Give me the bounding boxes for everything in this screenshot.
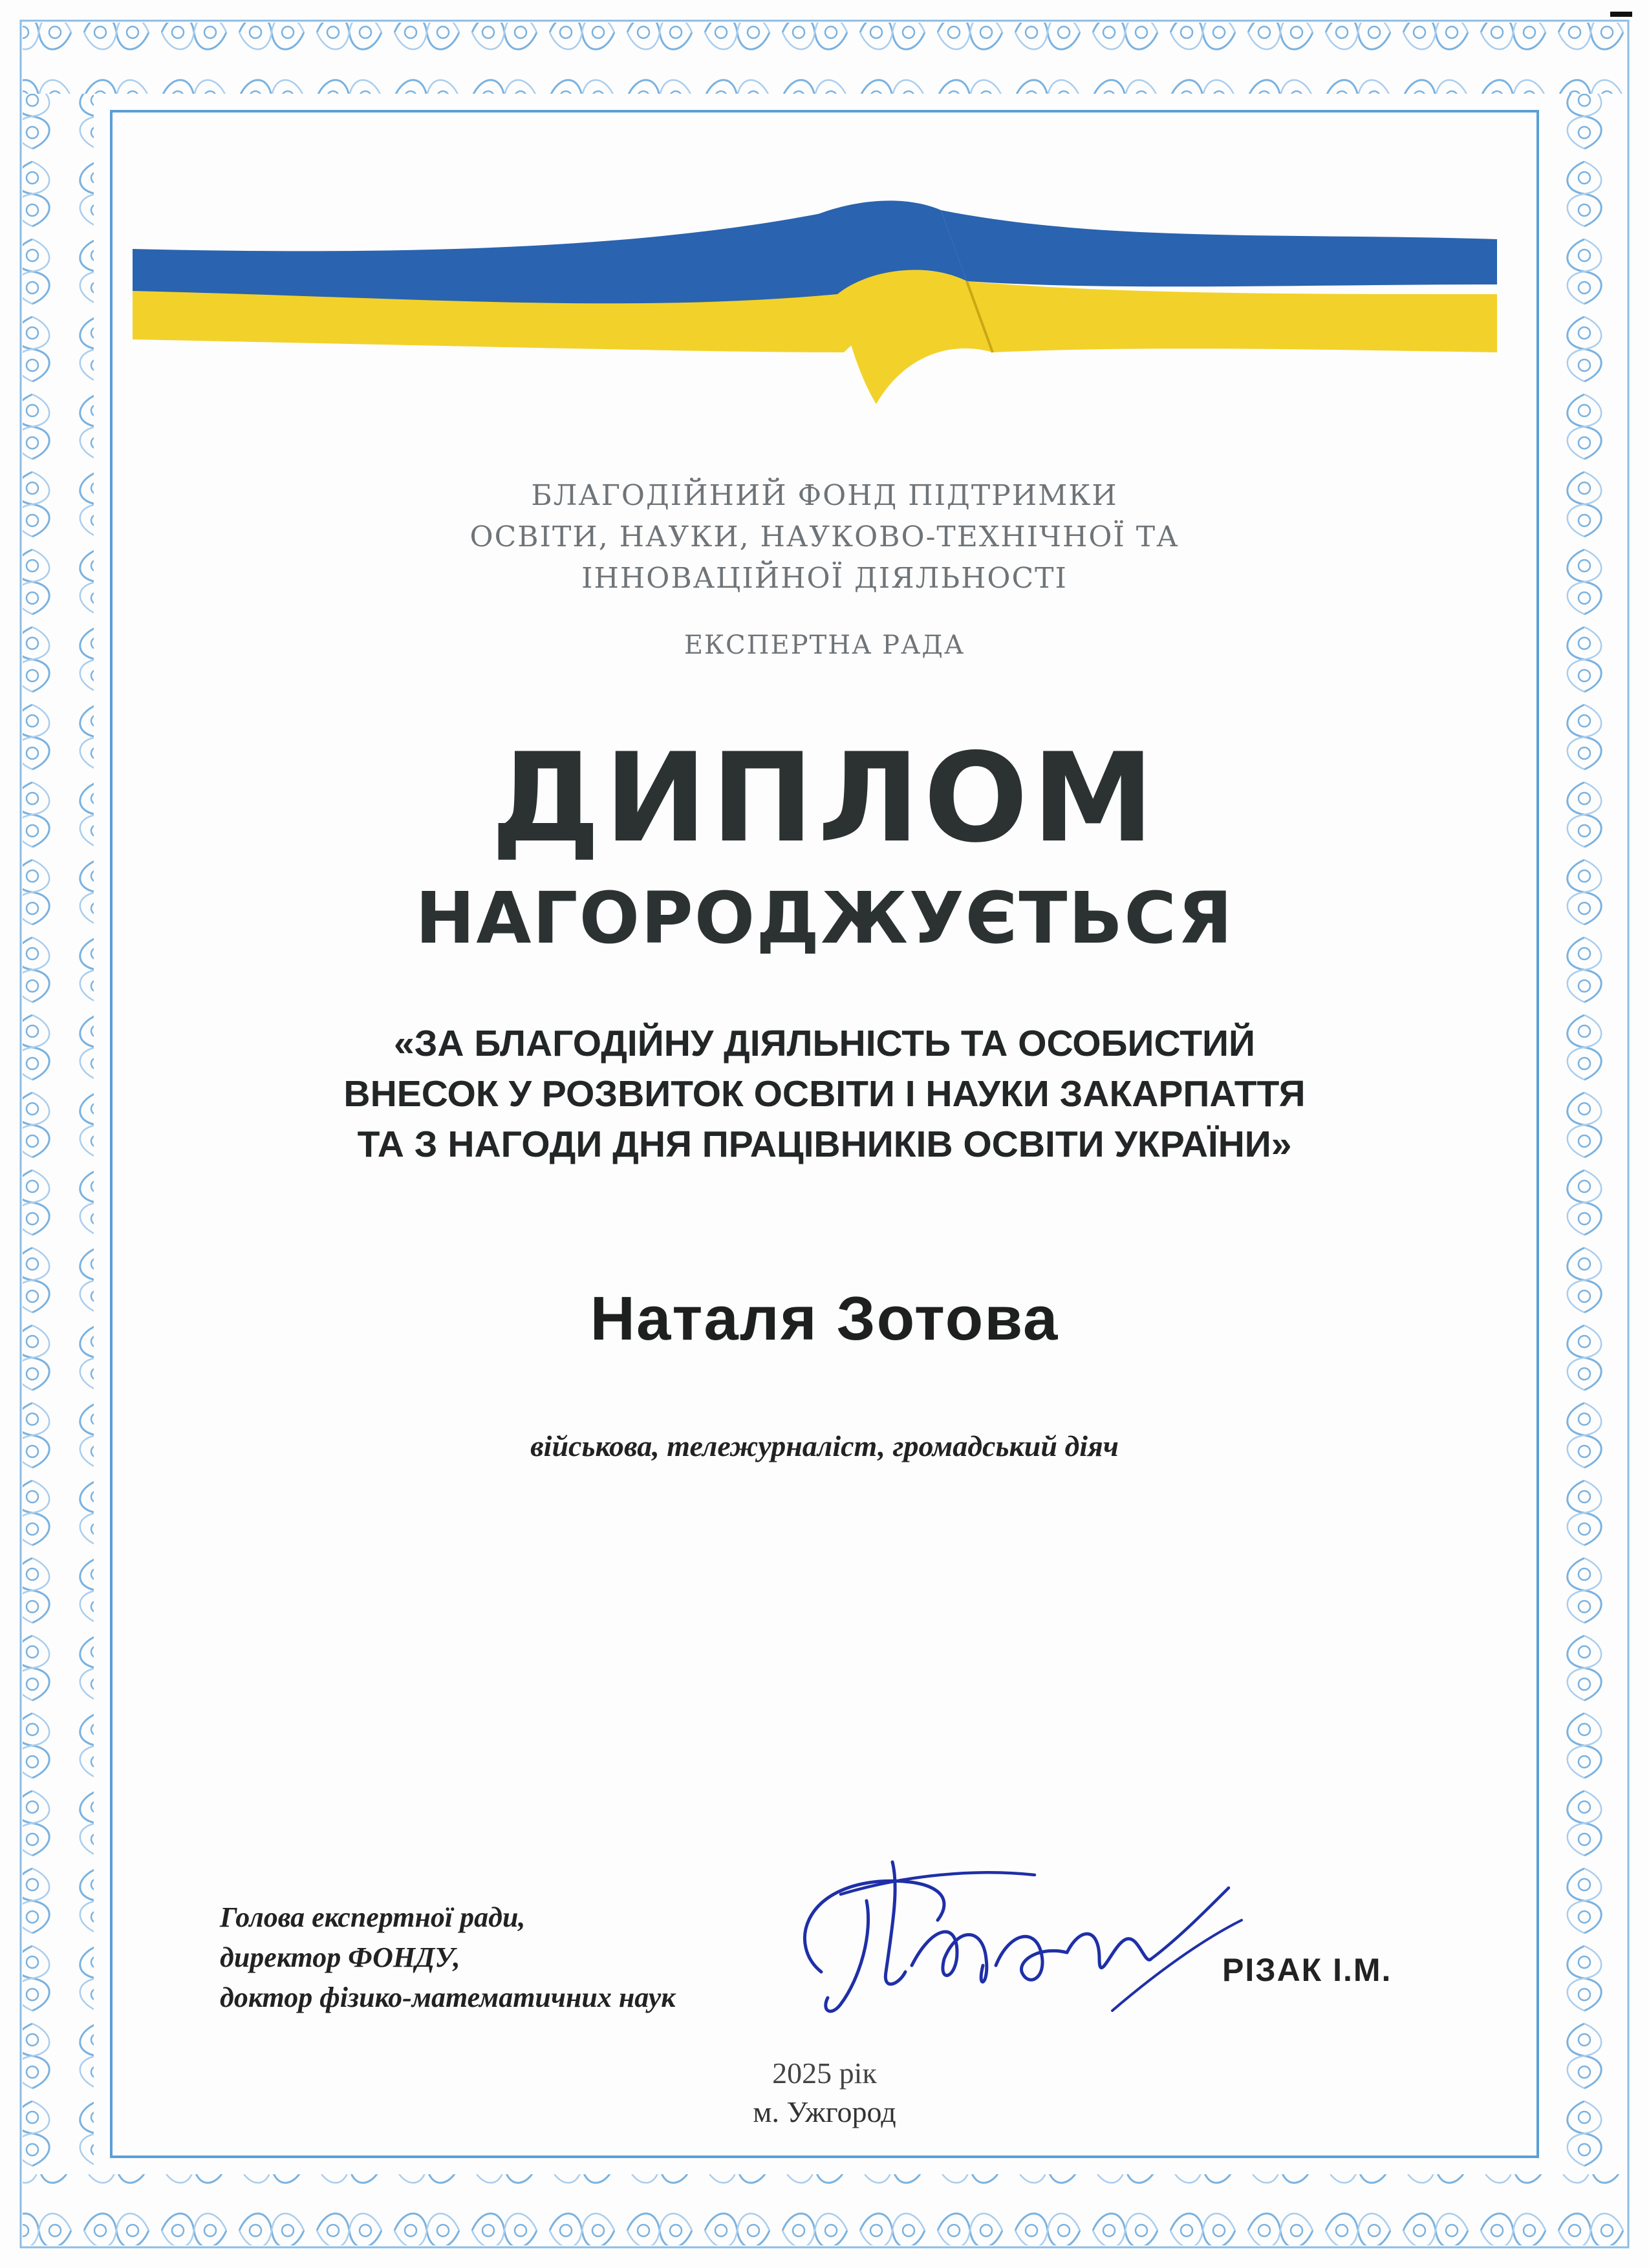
signer-title (220, 1898, 676, 2018)
recipient-name: Наталя Зотова (590, 1284, 1059, 1353)
signer-title-line: директор ФОНДУ, (220, 1942, 460, 1973)
recipient-role: військова, тележурналіст, громадський діяч (530, 1429, 1119, 1462)
organization-line: ОСВІТИ, НАУКИ, НАУКОВО-ТЕХНІЧНОЇ ТА (469, 520, 1180, 553)
signer-name: РІЗАК І.М. (1222, 1952, 1392, 1988)
ukrainian-flag-ribbon (133, 165, 1497, 417)
award-reason-line: ВНЕСОК У РОЗВИТОК ОСВІТИ І НАУКИ ЗАКАРПАТТЯ (343, 1073, 1306, 1115)
award-reason-line: ТА З НАГОДИ ДНЯ ПРАЦІВНИКІВ ОСВІТИ УКРАЇНИ» (357, 1124, 1292, 1165)
organization-line: ІННОВАЦІЙНОЇ ДІЯЛЬНОСТІ (581, 562, 1068, 595)
award-reason-line: «ЗА БЛАГОДІЙНУ ДІЯЛЬНІСТЬ ТА ОСОБИСТИЙ (394, 1023, 1255, 1064)
award-reason (0, 1018, 1649, 1170)
handwritten-signature (763, 1849, 1255, 2037)
diploma-title: ДИПЛОМ (491, 727, 1158, 870)
organization-name (0, 475, 1649, 599)
organization-line: БЛАГОДІЙНИЙ ФОНД ПІДТРИМКИ (531, 479, 1118, 512)
scan-mark (1610, 12, 1632, 17)
issue-year: 2025 рік (772, 2057, 877, 2090)
council-name: ЕКСПЕРТНА РАДА (684, 630, 965, 660)
issue-city: м. Ужгород (753, 2095, 896, 2128)
awarded-heading: НАГОРОДЖУЄТЬСЯ (415, 877, 1234, 959)
signer-title-line: Голова експертної ради, (220, 1901, 526, 1933)
signer-title-line: доктор фізико-математичних наук (220, 1982, 676, 2013)
